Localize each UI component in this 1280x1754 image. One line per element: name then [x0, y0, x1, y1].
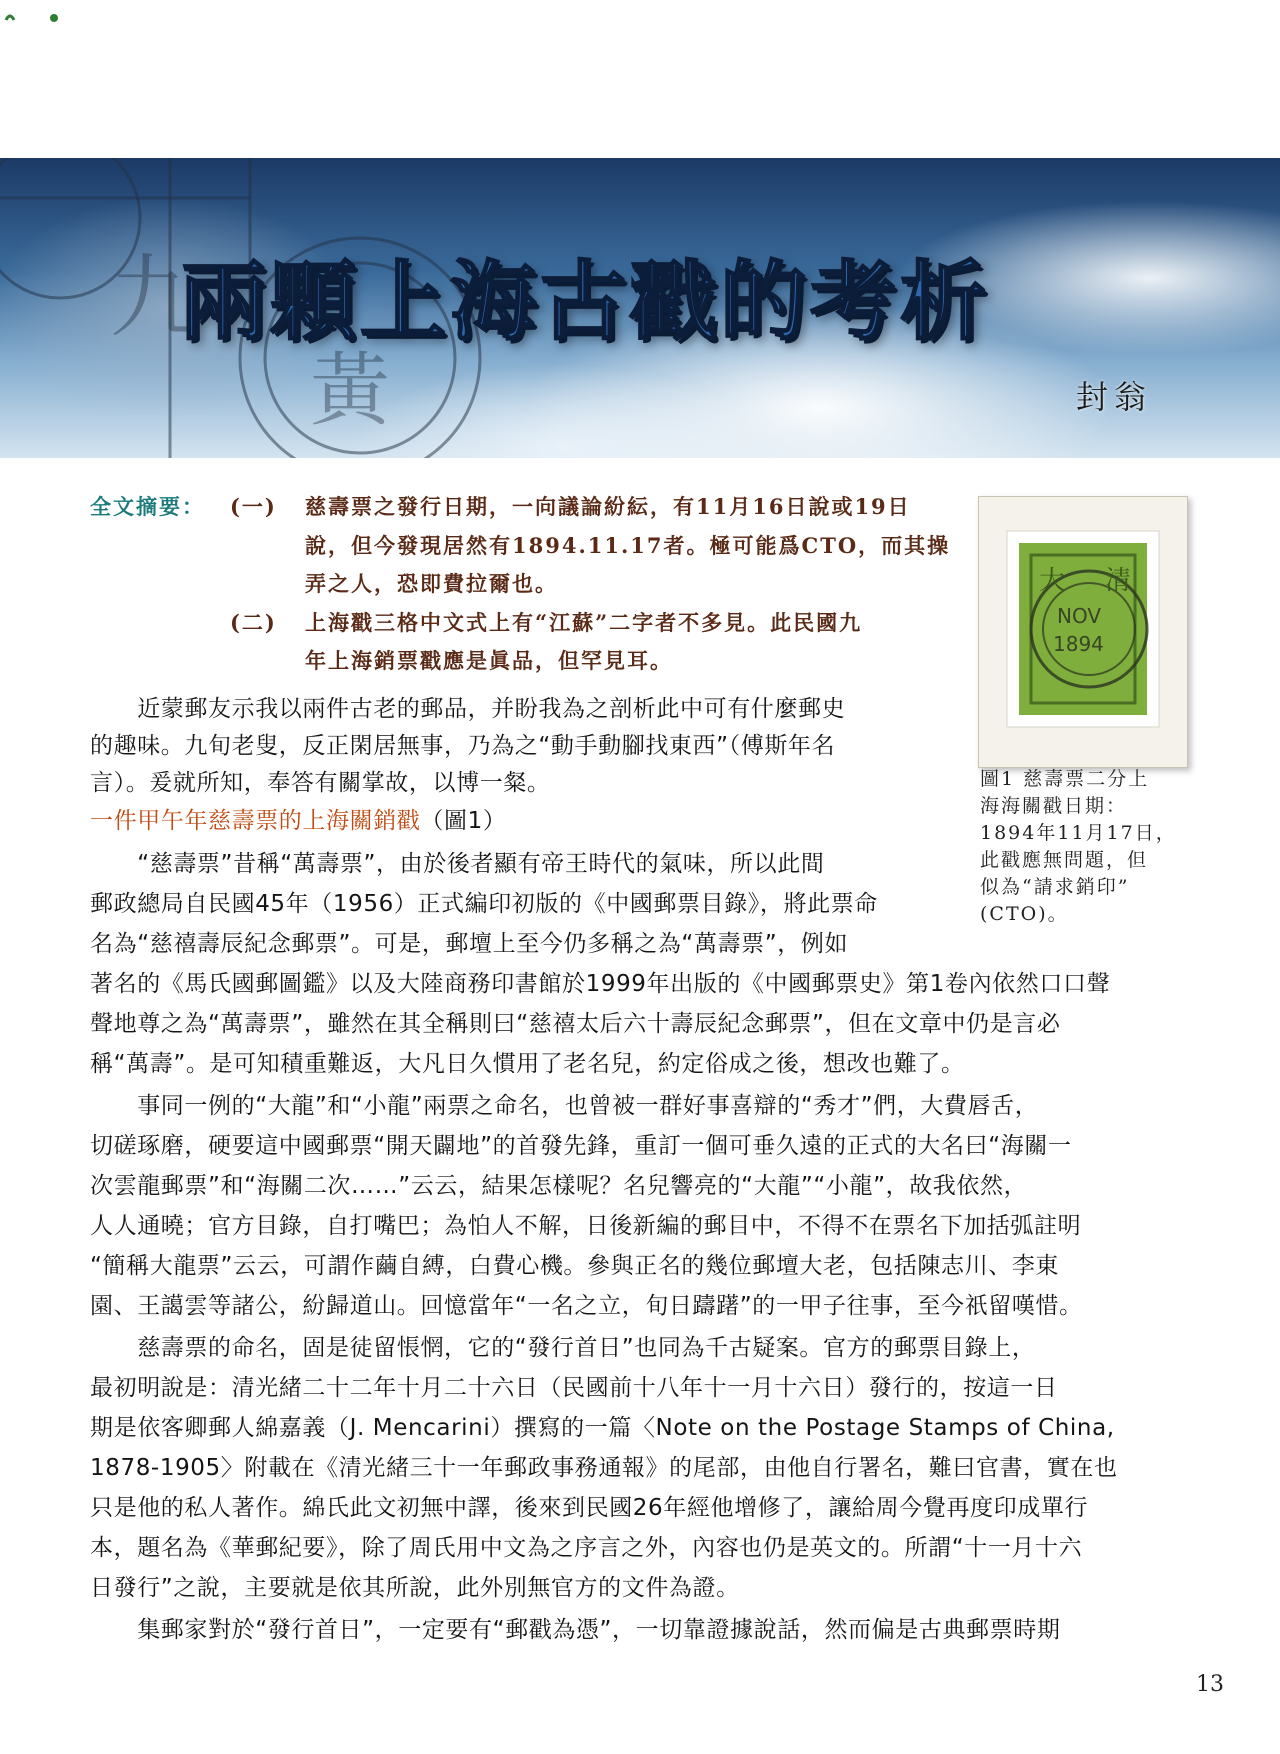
corner-scan-mark: [2, 8, 62, 28]
svg-text:清: 清: [1105, 566, 1132, 596]
stamp-illustration: [979, 497, 1187, 767]
paragraph-line: 期是依客卿郵人綿嘉義（J. Mencarini）撰寫的一篇〈Note on the Postage Stamps of China,: [90, 1415, 1115, 1441]
paragraph-line: 聲地尊之為“萬壽票”，雖然在其全稱則曰“慈禧太后六十壽辰紀念郵票”，但在文章中仍是言必: [90, 1011, 1061, 1037]
abstract-item-2-number: (二): [230, 609, 277, 635]
paragraph-line: 稱“萬壽”。是可知積重難返，大凡日久慣用了老名兒，約定俗成之後，想改也難了。: [90, 1051, 965, 1077]
page-title: 兩顆上海古戳的考析: [180, 252, 990, 352]
abstract-item-1-line: 慈壽票之發行日期，一向議論紛紜，有11月16日說或19日: [305, 494, 911, 519]
author-name: 封翁: [1076, 378, 1153, 416]
paragraph-line: 集郵家對於“發行首日”，一定要有“郵戳為憑”，一切靠證據說話，然而偏是古典郵票時期: [90, 1617, 1061, 1643]
page-number: 13: [1196, 1672, 1224, 1697]
abstract-item-1-number: (一): [230, 494, 277, 519]
figure-1-caption: [980, 766, 1184, 928]
paragraph-line: 次雲龍郵票”和“海關二次……”云云，結果怎樣呢？名兒響亮的“大龍”“小龍”，故我依然，: [90, 1173, 1028, 1199]
svg-text:大: 大: [1039, 566, 1066, 596]
intro-line: 的趣味。九旬老叟，反正閑居無事，乃為之“動手動腳找東西”（傅斯年名: [90, 733, 836, 759]
caption-line: 圖1 慈壽票二分上: [980, 768, 1150, 790]
paragraph-line: 只是他的私人著作。綿氏此文初無中譯，後來到民國26年經他增修了，讓給周今覺再度印成單行: [90, 1495, 1089, 1521]
paragraph-line: “簡稱大龍票”云云，可謂作繭自縛，白費心機。參與正名的幾位郵壇大老，包括陳志川、李東: [90, 1253, 1060, 1279]
title-banner: [0, 158, 1280, 458]
paragraph-line: 人人通曉；官方目錄，自打嘴巴；為怕人不解，日後新編的郵目中，不得不在票名下加括弧註明: [90, 1213, 1082, 1239]
abstract-item-2-line: 上海戳三格中文式上有“江蘇”二字者不多見。此民國九: [305, 609, 863, 635]
figure-1-stamp-image: [978, 496, 1188, 768]
paragraph-line: 最初明說是：清光緒二十二年十月二十六日（民國前十八年十一月十六日）發行的，按這一日: [90, 1375, 1058, 1401]
intro-line: 近蒙郵友示我以兩件古老的郵品，并盼我為之剖析此中可有什麼郵史: [90, 696, 846, 722]
subheading-text: 一件甲午年慈壽票的上海關銷戳: [90, 808, 421, 834]
svg-text:黃: 黃: [310, 344, 390, 437]
paragraph-line: 本，題名為《華郵紀要》，除了周氏用中文為之序言之外，內容也仍是英文的。所謂“十一月十六: [90, 1535, 1083, 1561]
caption-line: 此戳應無問題，但: [980, 849, 1149, 871]
paragraph-line: “慈壽票”昔稱“萬壽票”，由於後者顯有帝王時代的氣味，所以此間: [90, 851, 825, 877]
caption-line: (CTO)。: [980, 903, 1069, 925]
intro-line: 言）。爰就所知，奉答有關掌故，以博一粲。: [90, 770, 551, 796]
paragraph-line: 園、王譪雲等諸公，紛歸道山。回憶當年“一名之立，旬日躊躇”的一甲子往事，至今祇留嘆惜。: [90, 1293, 1083, 1319]
caption-line: 1894年11月17日，: [980, 822, 1177, 844]
paragraph-line: 事同一例的“大龍”和“小龍”兩票之命名，也曾被一群好事喜辯的“秀才”們，大費唇舌，: [90, 1093, 1039, 1119]
abstract-item-1-line: 弄之人，恐即費拉爾也。: [305, 571, 558, 596]
paragraph-line: 日發行”之說，主要就是依其所說，此外別無官方的文件為證。: [90, 1575, 740, 1601]
abstract-item-2-line: 年上海銷票戳應是眞品，但罕見耳。: [305, 648, 673, 673]
svg-text:九: 九: [110, 245, 200, 350]
paragraph-line: 名為“慈禧壽辰紀念郵票”。可是，郵壇上至今仍多稱之為“萬壽票”，例如: [90, 931, 849, 957]
caption-line: 海海關戳日期：: [980, 795, 1128, 817]
paragraph-line: 郵政總局自民國45年（1956）正式編印初版的《中國郵票目錄》，將此票命: [90, 891, 878, 917]
subheading-figure-ref: （圖1）: [420, 808, 507, 834]
paragraph-line: 著名的《馬氏國郵圖鑑》以及大陸商務印書館於1999年出版的《中國郵票史》第1卷內依然口口聲: [90, 971, 1111, 997]
abstract-item-1-line: 說，但今發現居然有1894.11.17者。極可能爲CTO，而其操: [305, 532, 951, 558]
abstract-heading: 全文摘要：: [90, 494, 205, 519]
svg-text:1894: 1894: [1053, 632, 1104, 656]
paragraph-line: 切磋琢磨，硬要這中國郵票“開天闢地”的首發先鋒，重訂一個可垂久遠的正式的大名曰“海關一: [90, 1133, 1072, 1159]
paragraph-line: 慈壽票的命名，固是徒留悵惘，它的“發行首日”也同為千古疑案。官方的郵票目錄上，: [90, 1335, 1036, 1361]
abstract-section: [90, 488, 960, 681]
caption-line: 似為“請求銷印”: [980, 876, 1130, 898]
svg-text:NOV: NOV: [1057, 604, 1102, 628]
paragraph-line: 1878-1905〉附載在《清光緒三十一年郵政事務通報》的尾部，由他自行署名，難曰官書，實在也: [90, 1455, 1118, 1481]
section-subheading: [90, 802, 506, 835]
